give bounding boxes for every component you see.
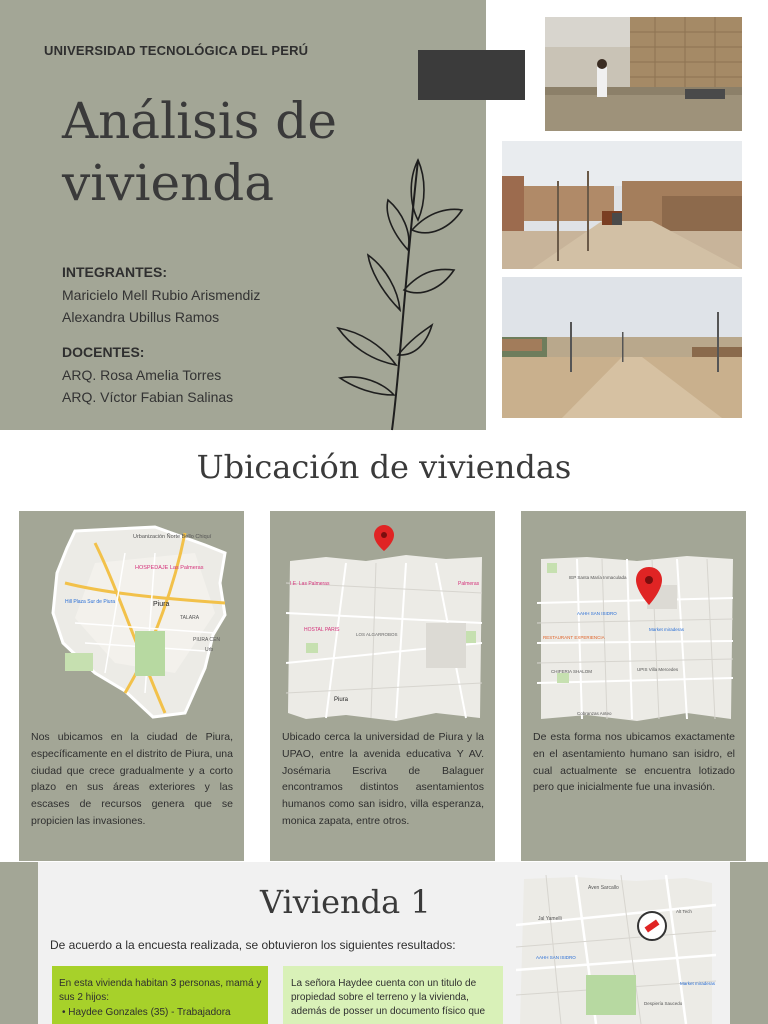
bullet-icon: • [62, 1007, 66, 1018]
map-label: Piura [153, 601, 170, 608]
map-label: Urb [205, 647, 214, 653]
docentes-list [62, 364, 233, 408]
map-san-isidro[interactable] [537, 523, 733, 723]
resident-item-1: Haydee Gonzales (35) - Trabajadora [68, 1007, 231, 1018]
integrante-1: Maricielo Mell Rubio Arismendiz [62, 287, 261, 303]
map-label: Market miraderas [680, 981, 716, 986]
map-label: LOS ALGARROBOS [356, 632, 398, 637]
location-card-1 [19, 511, 244, 861]
map-universities-area[interactable] [286, 523, 482, 723]
map-label: Jal Yamelli [538, 916, 562, 922]
vivienda-title: Vivienda 1 [260, 883, 431, 921]
map-label: Urbanización Ñorte Bello Chiquí [133, 534, 212, 540]
title-line-1: Análisis de [62, 92, 337, 150]
title-line-2: vivienda [62, 154, 275, 212]
vivienda-intro: De acuerdo a la encuesta realizada, se obtuvieron los siguientes resultados: [50, 938, 456, 952]
map-label: PIURA CEN [193, 637, 220, 643]
map-label: RESTAURANT EXPERIENCIA [543, 635, 605, 640]
map-label: UPIS Villa Mercedes [637, 667, 679, 672]
fern-branch-icon [330, 150, 470, 435]
residents-bullet [62, 1006, 262, 1020]
location-card-3 [521, 511, 746, 861]
vivienda-residents-box [52, 966, 268, 1024]
map-label: AAHH SAN ISIDRO [536, 955, 576, 960]
map-label: TALARA [180, 615, 200, 621]
integrante-2: Alexandra Ubillus Ramos [62, 309, 220, 325]
university-name: UNIVERSIDAD TECNOLÓGICA DEL PERÚ [44, 43, 309, 58]
decorative-dark-box [418, 50, 525, 100]
map-label: Market miraderas [649, 627, 685, 632]
location-card-1-text: Nos ubicamos en la ciudad de Piura, específicamente en el distrito de Piura, una ciudad que crece gradualmente y a corto plazo en sus áreas exteriores y las escases de recursos genera que se propicien las invasiones. [31, 731, 233, 827]
map-label: Cobranzas Anteo [577, 711, 612, 716]
property-text: La señora Haydee cuenta con un titulo de propiedad sobre el terreno y la vivienda, además de posser un documento físico que [291, 978, 486, 1017]
integrantes-heading: INTEGRANTES: [62, 264, 167, 280]
map-label: Palmeras [458, 581, 480, 587]
integrantes-list [62, 284, 260, 328]
map-label: Despiería Saucedo [644, 1001, 683, 1006]
map-label: Aven Sarcallo [588, 885, 619, 891]
map-label: AAHH SAN ISIDRO [577, 611, 617, 616]
map-label: CHIFERIA SHALOM [551, 669, 593, 674]
map-vivienda-1[interactable] [516, 875, 716, 1024]
docente-2: ARQ. Víctor Fabian Salinas [62, 389, 234, 405]
map-label: HOSPEDAJE Las Palmeras [135, 565, 204, 571]
map-label: Alt Tech [676, 909, 692, 914]
photo-settlement [502, 277, 742, 418]
map-pin-icon [374, 525, 394, 551]
vivienda-property-box [283, 966, 503, 1024]
location-card-3-text: De esta forma nos ubicamos exactamente en el asentamiento humano san isidro, el cual actualmente se encuentra lotizado pero que inicialmente fue una invasión. [533, 731, 735, 794]
map-piura-city[interactable] [35, 523, 231, 723]
map-label: HOSTAL PARIS [304, 627, 340, 633]
map-pin-icon [638, 912, 666, 940]
map-label: IEP Santa María Inmaculada [569, 575, 627, 580]
map-label: Piura [334, 697, 349, 703]
photo-dirt-street [502, 141, 742, 269]
map-label: I.E. Las Palmeras [290, 581, 330, 587]
location-card-2-text: Ubicado cerca la universidad de Piura y la UPAO, entre la avenida educativa Y AV. Josémaria Escriva de Balaguer encontramos distintos asentamientos humanos como san isidro, villa esperanza, monica zapata, entre otros. [282, 731, 484, 827]
residents-text: En esta vivienda habitan 3 personas, mamá y sus 2 hijos: [59, 978, 262, 1003]
location-card-2 [270, 511, 495, 861]
map-label: Hill Plaza Sur de Piura [65, 599, 116, 605]
section-title-ubicacion: Ubicación de viviendas [196, 448, 572, 486]
docente-1: ARQ. Rosa Amelia Torres [62, 367, 222, 383]
docentes-heading: DOCENTES: [62, 344, 145, 360]
photo-flooded-street [545, 17, 742, 131]
